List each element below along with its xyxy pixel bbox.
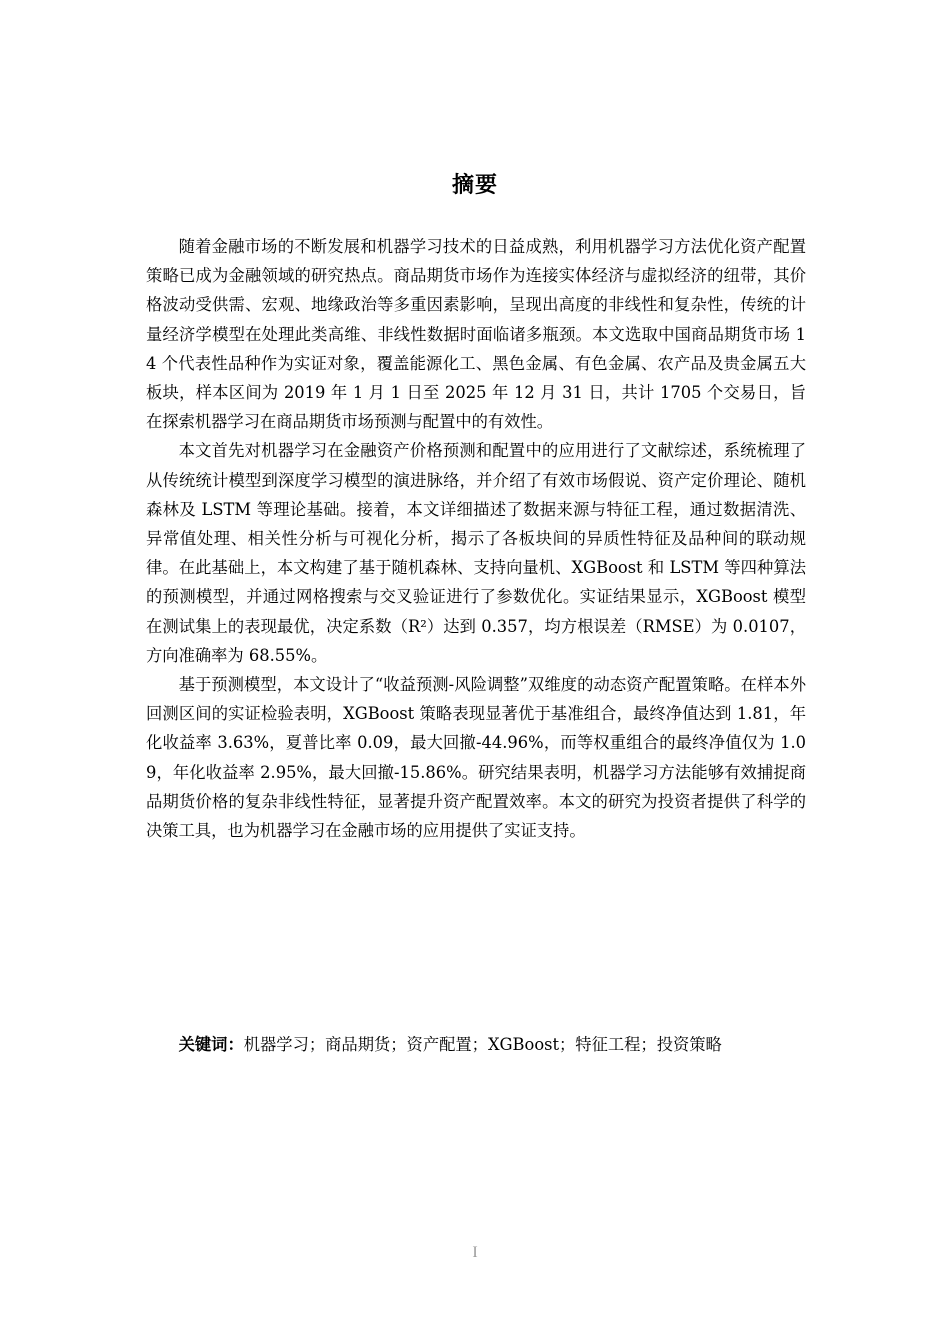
abstract-body: [146, 232, 806, 845]
page-number: I: [472, 1244, 478, 1261]
abstract-paragraph-3: 基于预测模型，本文设计了“收益预测-风险调整”双维度的动态资产配置策略。在样本外回测区间的实证检验表明，XGBoost 策略表现显著优于基准组合，最终净值达到 1.81，年化收益率 3.63%，夏普比率 0.09，最大回撤-44.96%，而等权重组合的最终净值仅为 1.09，年化收益率 2.95%，最大回撤-15.86%。研究结果表明，机器学习方法能够有效捕捉商品期货价格的复杂非线性特征，显著提升资产配置效率。本文的研究为投资者提供了科学的决策工具，也为机器学习在金融市场的应用提供了实证支持。: [146, 675, 806, 841]
keywords-text: 机器学习；商品期货；资产配置；XGBoost；特征工程；投资策略: [243, 1035, 722, 1054]
abstract-paragraph-2: 本文首先对机器学习在金融资产价格预测和配置中的应用进行了文献综述，系统梳理了从传统统计模型到深度学习模型的演进脉络，并介绍了有效市场假说、资产定价理论、随机森林及 LSTM 等理论基础。接着，本文详细描述了数据来源与特征工程，通过数据清洗、异常值处理、相关性分析与可视化分析，揭示了各板块间的异质性特征及品种间的联动规律。在此基础上，本文构建了基于随机森林、支持向量机、XGBoost 和 LSTM 等四种算法的预测模型，并通过网格搜索与交叉验证进行了参数优化。实证结果显示，XGBoost 模型在测试集上的表现最优，决定系数（R²）达到 0.357，均方根误差（RMSE）为 0.0107，方向准确率为 68.55%。: [146, 441, 806, 665]
keywords-label: 关键词：: [178, 1035, 244, 1054]
abstract-paragraph-1: 随着金融市场的不断发展和机器学习技术的日益成熟，利用机器学习方法优化资产配置策略已成为金融领域的研究热点。商品期货市场作为连接实体经济与虚拟经济的纽带，其价格波动受供需、宏观、地缘政治等多重因素影响，呈现出高度的非线性和复杂性，传统的计量经济学模型在处理此类高维、非线性数据时面临诸多瓶颈。本文选取中国商品期货市场 14 个代表性品种作为实证对象，覆盖能源化工、黑色金属、有色金属、农产品及贵金属五大板块，样本区间为 2019 年 1 月 1 日至 2025 年 12 月 31 日，共计 1705 个交易日，旨在探索机器学习在商品期货市场预测与配置中的有效性。: [146, 237, 806, 432]
page-title: 摘要: [451, 173, 498, 198]
keywords-line: [146, 1030, 826, 1059]
